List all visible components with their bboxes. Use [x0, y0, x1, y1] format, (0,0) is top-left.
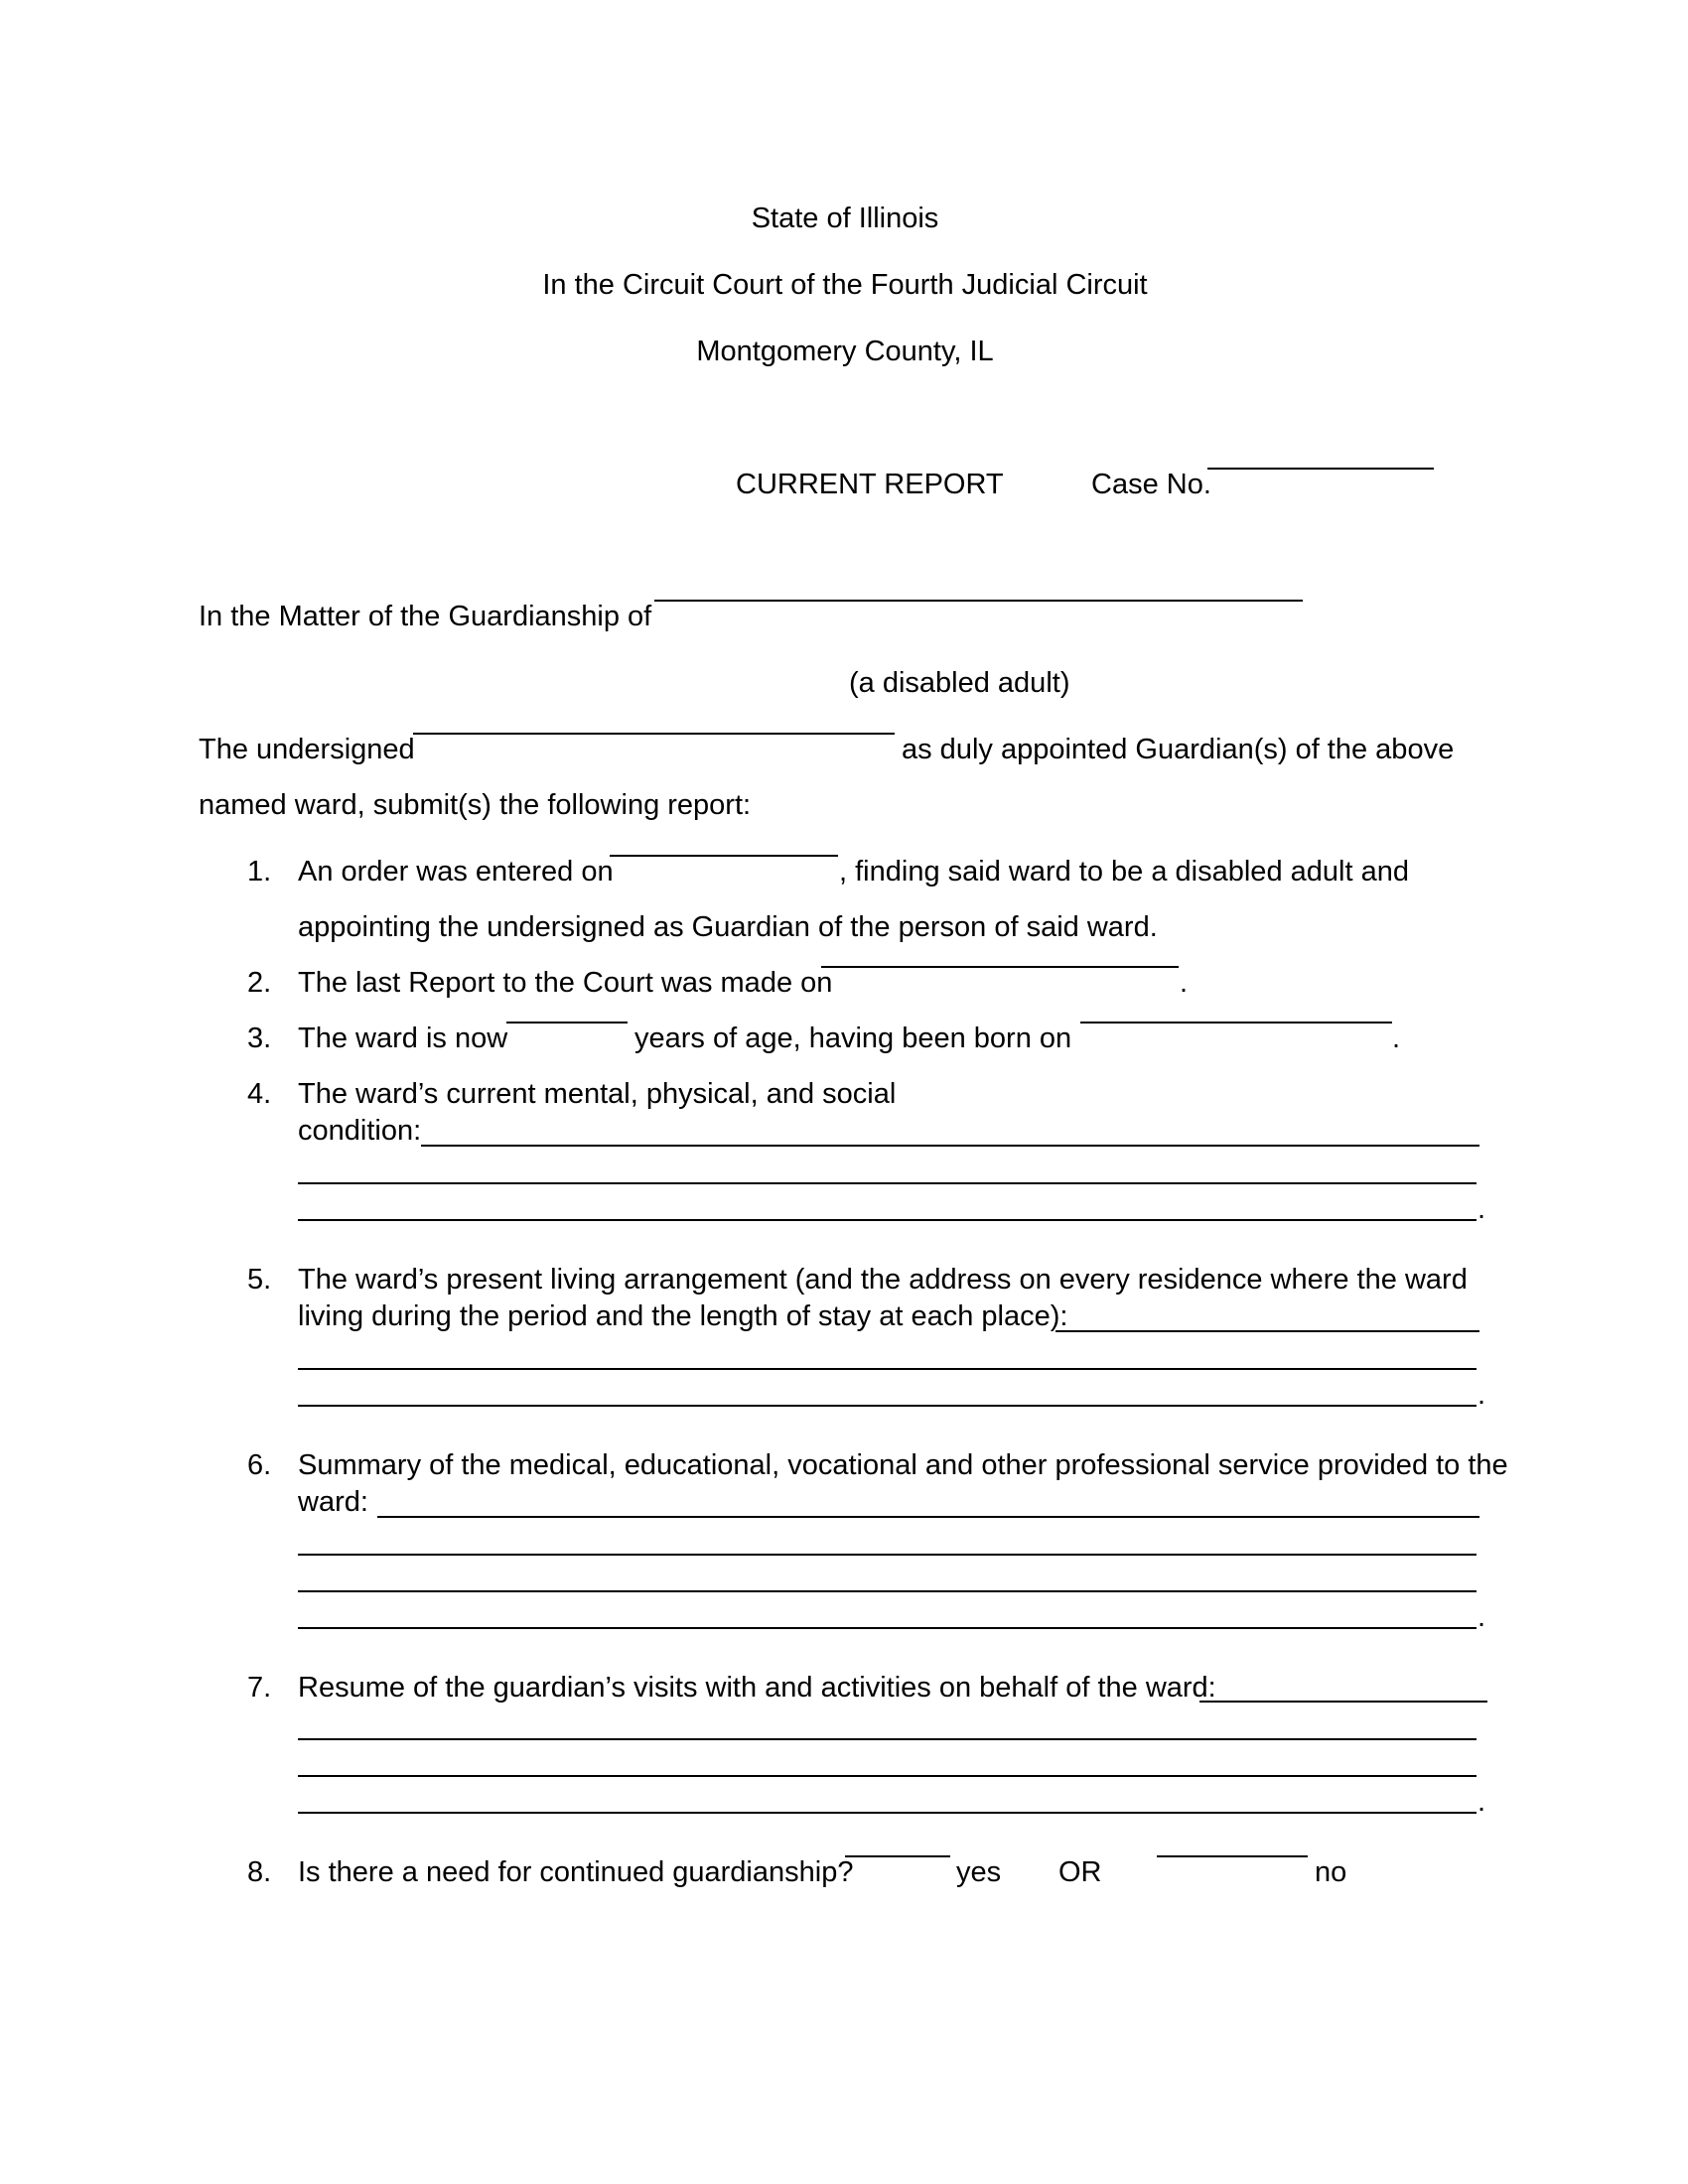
item-3-number: 3.: [247, 1023, 272, 1054]
services-line-1[interactable]: [377, 1516, 1479, 1518]
state-heading: State of Illinois: [751, 203, 939, 234]
court-heading: In the Circuit Court of the Fourth Judicial Circuit: [542, 269, 1148, 301]
intro-line2: named ward, submit(s) the following report:: [199, 789, 752, 821]
item-3-prefix: The ward is now: [298, 1023, 508, 1054]
intro-prefix: The undersigned: [199, 734, 415, 765]
living-line-1[interactable]: [1055, 1330, 1479, 1332]
condition-line-3[interactable]: [298, 1219, 1477, 1221]
item-7-label: Resume of the guardian’s visits with and activities on behalf of the ward:: [298, 1672, 1216, 1704]
or-label: OR: [1058, 1856, 1102, 1888]
item-2-period: .: [1180, 967, 1189, 999]
living-line-2[interactable]: [298, 1368, 1477, 1370]
item-6-label: ward:: [298, 1486, 368, 1518]
no-label: no: [1315, 1856, 1347, 1888]
item-8-number: 8.: [247, 1856, 272, 1888]
item-1-prefix: An order was entered on: [298, 856, 614, 887]
item-3-period: .: [1392, 1023, 1401, 1054]
visits-line-2[interactable]: [298, 1738, 1477, 1740]
item-5-label: living during the period and the length of stay at each place):: [298, 1300, 1068, 1332]
no-field[interactable]: [1157, 1855, 1308, 1857]
age-field[interactable]: [506, 1022, 628, 1024]
visits-line-4[interactable]: [298, 1812, 1477, 1814]
matter-label: In the Matter of the Guardianship of: [199, 601, 652, 632]
case-no-label: Case No.: [1091, 469, 1211, 500]
ward-name-field[interactable]: [654, 600, 1303, 602]
item-4-label: condition:: [298, 1115, 422, 1147]
item-5-line1: The ward’s present living arrangement (and the address on every residence where the ward: [298, 1264, 1468, 1296]
item-1-number: 1.: [247, 856, 272, 887]
item-1-suffix: , finding said ward to be a disabled adult and: [839, 856, 1409, 887]
item-2-number: 2.: [247, 967, 272, 999]
disabled-adult-note: (a disabled adult): [849, 667, 1070, 699]
case-no-field[interactable]: [1207, 468, 1434, 470]
guardian-name-field[interactable]: [413, 733, 895, 735]
item-3-mid: years of age, having been born on: [634, 1023, 1072, 1054]
item-7-number: 7.: [247, 1672, 272, 1704]
birth-date-field[interactable]: [1080, 1022, 1392, 1024]
item-6-line1: Summary of the medical, educational, vocational and other professional service provided to the: [298, 1449, 1508, 1481]
visits-line-1[interactable]: [1199, 1701, 1487, 1703]
yes-field[interactable]: [845, 1855, 950, 1857]
county-heading: Montgomery County, IL: [696, 336, 994, 367]
item-6-period: .: [1477, 1601, 1486, 1633]
condition-line-1[interactable]: [421, 1145, 1479, 1147]
item-4-line1: The ward’s current mental, physical, and social: [298, 1078, 897, 1110]
item-4-period: .: [1477, 1193, 1486, 1225]
order-date-field[interactable]: [610, 855, 838, 857]
report-title: CURRENT REPORT: [736, 469, 1004, 500]
item-4-number: 4.: [247, 1078, 272, 1110]
yes-label: yes: [956, 1856, 1002, 1888]
services-line-4[interactable]: [298, 1627, 1477, 1629]
intro-suffix: as duly appointed Guardian(s) of the above: [902, 734, 1455, 765]
condition-line-2[interactable]: [298, 1182, 1477, 1184]
item-7-period: .: [1477, 1786, 1486, 1818]
living-line-3[interactable]: [298, 1405, 1477, 1407]
item-6-number: 6.: [247, 1449, 272, 1481]
services-line-3[interactable]: [298, 1590, 1477, 1592]
item-5-number: 5.: [247, 1264, 272, 1296]
item-2-prefix: The last Report to the Court was made on: [298, 967, 833, 999]
item-8-question: Is there a need for continued guardianship?: [298, 1856, 854, 1888]
last-report-date-field[interactable]: [821, 966, 1179, 968]
item-1-line2: appointing the undersigned as Guardian of the person of said ward.: [298, 911, 1158, 943]
item-5-period: .: [1477, 1379, 1486, 1411]
visits-line-3[interactable]: [298, 1775, 1477, 1777]
services-line-2[interactable]: [298, 1554, 1477, 1556]
